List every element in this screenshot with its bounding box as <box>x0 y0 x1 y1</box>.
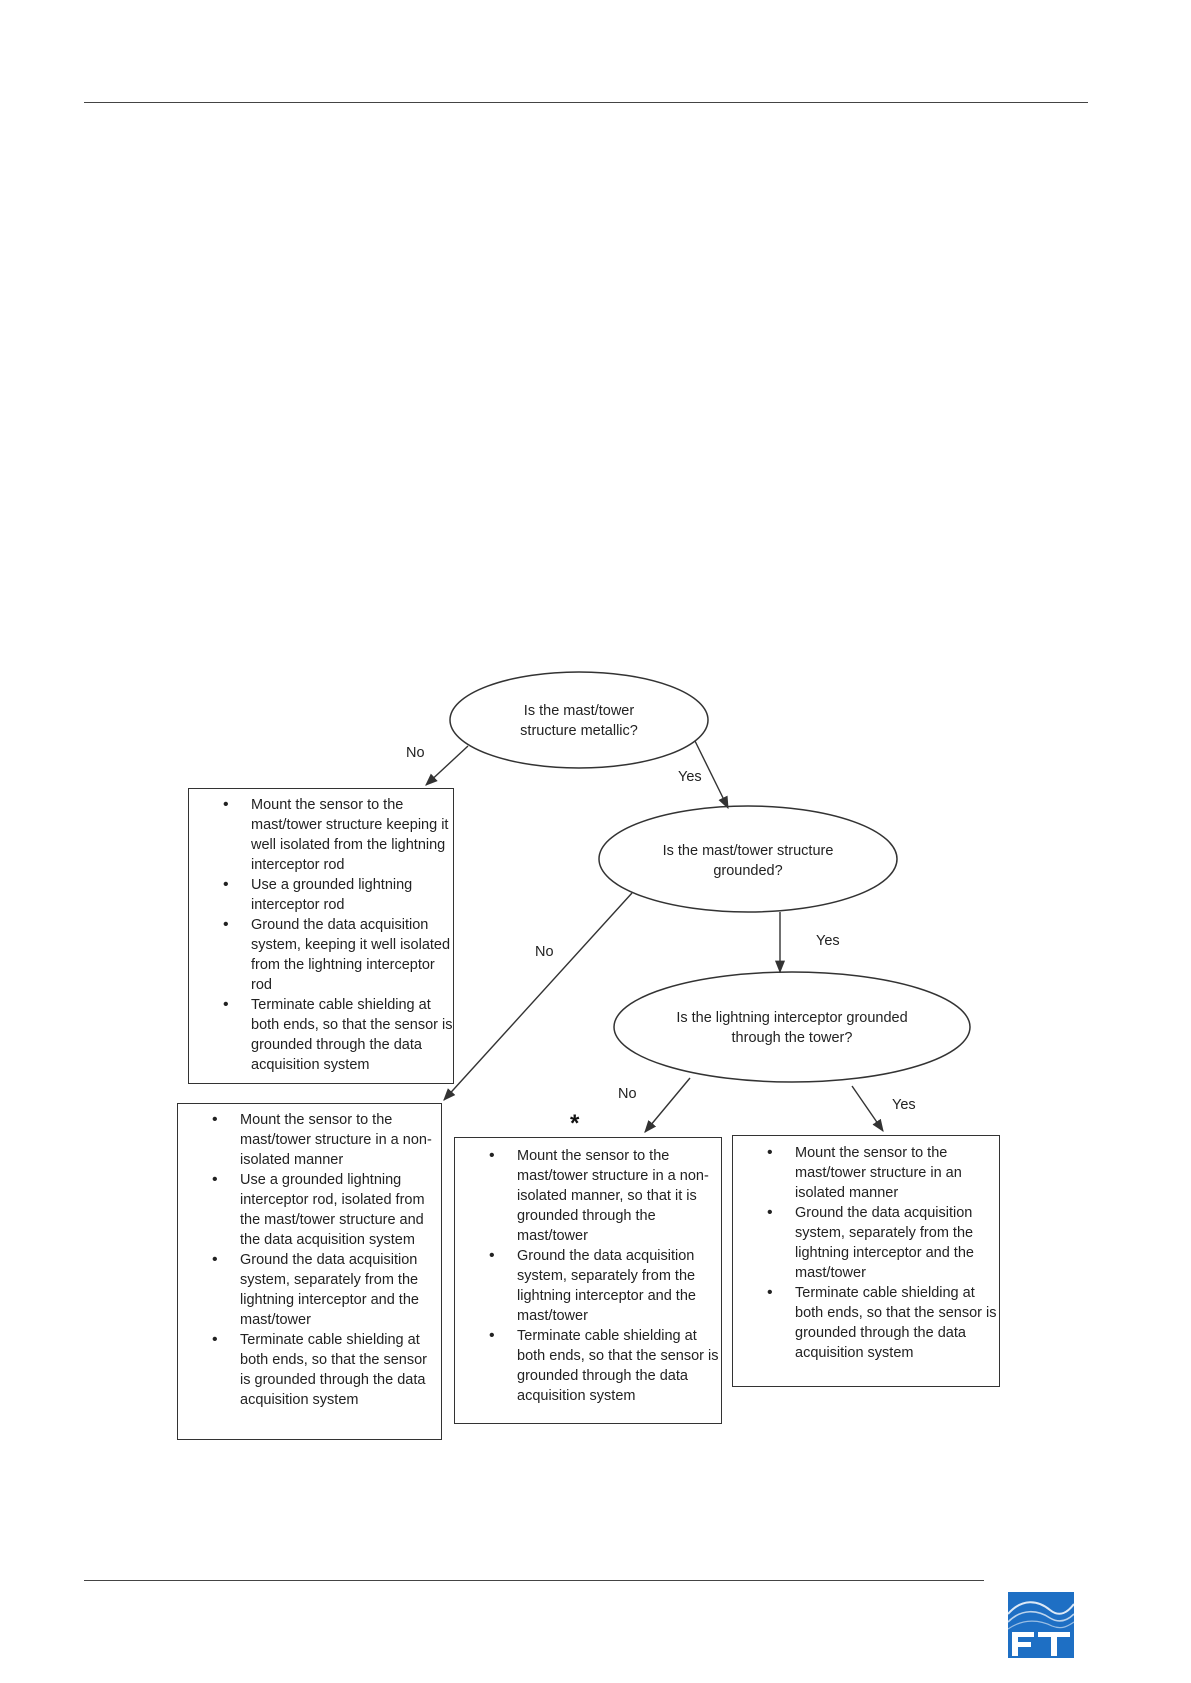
arrow-q1-no <box>426 746 468 785</box>
decision-interceptor: Is the lightning interceptor grounded through the tower? <box>676 1010 908 1046</box>
list-item: • Mount the sensor to the mast/tower structure in an isolated manner <box>733 1143 999 1203</box>
label-q1-yes: Yes <box>678 769 702 785</box>
list-item: • Terminate cable shielding at both ends, so that the sensor is grounded through the data acquisition system <box>733 1283 999 1363</box>
ft-logo <box>1008 1592 1074 1658</box>
list-item: • Ground the data acquisition system, keeping it well isolated from the lightning interceptor rod <box>189 915 453 995</box>
label-q1-no: No <box>406 745 425 761</box>
label-q3-no: No <box>618 1086 637 1102</box>
list-item: • Ground the data acquisition system, separately from the lightning interceptor and the mast/tower <box>733 1203 999 1283</box>
label-q2-no: No <box>535 944 554 960</box>
list-item: • Use a grounded lightning interceptor rod <box>189 875 453 915</box>
decision-grounded: Is the mast/tower structure grounded? <box>662 843 834 879</box>
outcome-interceptor-grounded <box>732 1135 1000 1387</box>
list-item: • Mount the sensor to the mast/tower structure in a non-isolated manner <box>178 1110 441 1170</box>
footer-rule <box>84 1580 984 1581</box>
outcome-interceptor-grounded-list <box>733 1136 999 1363</box>
list-item: • Terminate cable shielding at both ends, so that the sensor is grounded through the data acquisition system <box>189 995 453 1075</box>
outcome-interceptor-not-grounded-list <box>455 1138 721 1406</box>
outcome-not-metallic <box>188 788 454 1084</box>
decision-metallic: Is the mast/tower structure metallic? <box>520 703 638 739</box>
ft-logo-mark <box>1008 1592 1074 1658</box>
list-item: • Mount the sensor to the mast/tower structure in a non-isolated manner, so that it is grounded through the mast/tower <box>455 1146 721 1246</box>
label-q3-yes: Yes <box>892 1097 916 1113</box>
outcome-not-grounded <box>177 1103 442 1440</box>
arrow-q3-yes <box>852 1086 883 1131</box>
list-item: • Ground the data acquisition system, separately from the lightning interceptor and the mast/tower <box>455 1246 721 1326</box>
outcome-interceptor-not-grounded <box>454 1137 722 1424</box>
list-item: • Terminate cable shielding at both ends, so that the sensor is grounded through the data acquisition system <box>455 1326 721 1406</box>
outcome-not-metallic-list <box>189 789 453 1075</box>
list-item: • Ground the data acquisition system, separately from the lightning interceptor and the mast/tower <box>178 1250 441 1330</box>
footnote-asterisk: * <box>570 1110 580 1137</box>
list-item: • Terminate cable shielding at both ends, so that the sensor is grounded through the data acquisition system <box>178 1330 441 1410</box>
list-item: • Use a grounded lightning interceptor rod, isolated from the mast/tower structure and the data acquisition system <box>178 1170 441 1250</box>
outcome-not-grounded-list <box>178 1104 441 1410</box>
list-item: • Mount the sensor to the mast/tower structure keeping it well isolated from the lightning interceptor rod <box>189 795 453 875</box>
label-q2-yes: Yes <box>816 933 840 949</box>
arrow-q3-no <box>645 1078 690 1132</box>
arrow-q2-no <box>444 893 632 1100</box>
